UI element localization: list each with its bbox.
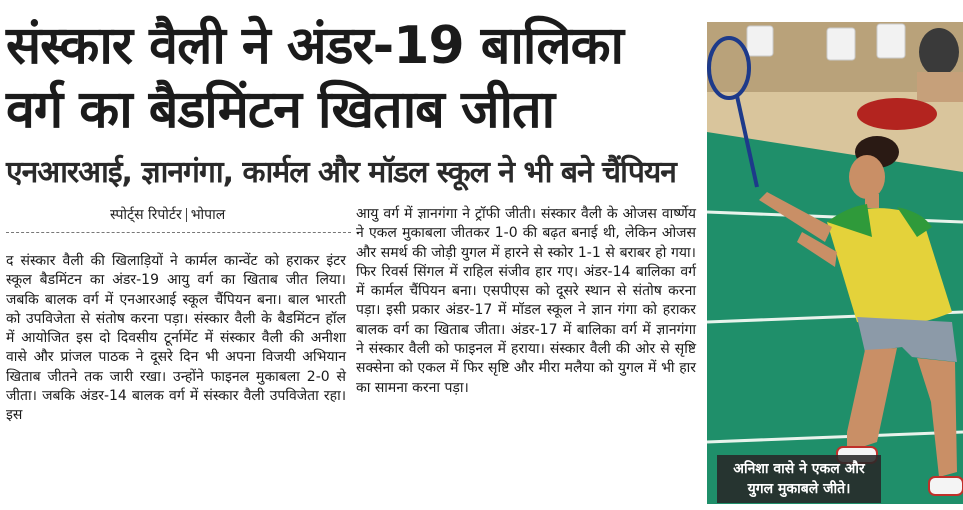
spectator: [919, 28, 959, 76]
photo-caption-line-2: युगल मुकाबले जीते।: [747, 481, 851, 497]
byline: [110, 205, 225, 225]
article-column-2: आयु वर्ग में ज्ञानगंगा ने ट्रॉफी जीती। संस्कार वैली के ओजस वार्ष्णेय ने एकल मुकाबला जीतकर 1-0 की बढ़त बनाई थी, लेकिन ओजस और समर्थ की जोड़ी युगल में हारने से स्कोर 1-1 से बराबर हो गया। फिर रिवर्स सिंगल में राहिल संजीव हार गए। अंडर-14 बालिका वर्ग में कार्मल चैंपियन बना। एसपीएस को दूसरे स्थान से संतोष करना पड़ा। इसी प्रकार अंडर-17 में मॉडल स्कूल ने ज्ञान गंगा को हराकर बालक वर्ग का खिताब जीता। अंडर-17 में बालिका वर्ग में ज्ञानगंगा ने संस्कार वैली को फाइनल में हराया। संस्कार वैली की ओर से सृष्टि सक्सेना को एकल में फिर सृष्टि और मीरा मलैया को युगल में भी हार का सामना करना पड़ा।: [356, 206, 696, 396]
subheadline: एनआरआई, ज्ञानगंगा, कार्मल और मॉडल स्कूल ने भी बने चैंपियन: [6, 155, 676, 190]
photo-caption: [717, 455, 881, 503]
racket-bag: [857, 98, 937, 130]
byline-city: भोपाल: [190, 207, 226, 223]
byline-separator: [186, 208, 187, 222]
headline-line-1: संस्कार वैली ने अंडर-19 बालिका: [6, 16, 624, 76]
photo-illustration: [707, 22, 963, 504]
spectator-legs: [917, 72, 963, 102]
photo-caption-line-1: अनिशा वासे ने एकल और: [733, 461, 865, 477]
byline-divider: [6, 232, 351, 233]
badminton-player-photo: [707, 22, 963, 504]
headline-line-2: वर्ग का बैडमिंटन खिताब जीता: [6, 80, 555, 140]
byline-reporter: स्पोर्ट्स रिपोर्टर: [110, 207, 182, 223]
article-column-1: द संस्कार वैली की खिलाड़ियों ने कार्मल कान्वेंट को हराकर इंटर स्कूल बैडमिंटन का अंडर-19 आयु वर्ग का खिताब जीत लिया। जबकि बालक वर्ग में एनआरआई स्कूल चैंपियन बना। बाल भारती को उपविजेता से संतोष करना पड़ा। संस्कार वैली के बैडमिंटन हॉल में आयोजित इस दो दिवसीय टूर्नामेंट में संस्कार वैली की अनीशा वासे और प्रांजल पाठक ने दूसरे दिन भी अपना विजयी अभियान खिताब जीतने तक जारी रखा। उन्होंने फाइनल मुकाबला 2-0 से जीता। जबकि अंडर-14 बालक वर्ग में संस्कार वैली उपविजेता रहा। इस: [6, 253, 346, 424]
